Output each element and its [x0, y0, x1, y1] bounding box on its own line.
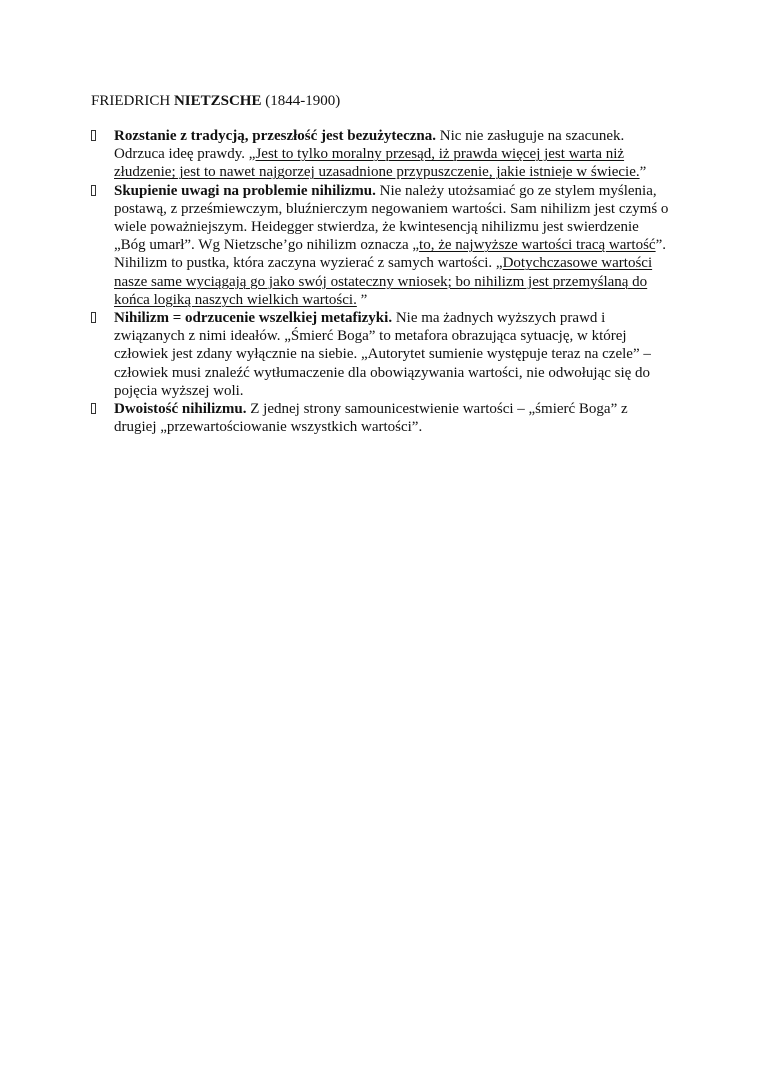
item-text-part: ” [639, 164, 647, 181]
list-item [91, 182, 681, 309]
list-item [91, 309, 681, 400]
item-underlined-quote: Jest to tylko moralny przesąd, iż prawda więcej jest warta niż złudzenie; jest to nawet najgorzej uzasadnione przypuszczenie, jakie istnieje w świecie. [114, 146, 640, 181]
item-text-part: Nie należy utożsamiać go ze stylem myślenia, postawą, z prześmiewczym, bluźnierczym negowaniem wartości. Sam nihilizm jest czymś o wiele poważniejszym. Heidegger stwierdza, że kwintesencją nihilizmu jest swierdzenie „Bóg umarł”. Wg Nietzsche’go nihilizm oznacza „ [114, 182, 669, 254]
item-text-part: ” [356, 291, 368, 308]
item-text-part: Z jednej strony samounicestwienie wartości – „śmierć Boga” z drugiej „przewartościowanie wszystkich wartości”. [114, 401, 628, 436]
bullet-box-icon [91, 312, 96, 323]
bullet-box-icon [91, 185, 96, 196]
item-underlined-quote: to, że najwyższe wartości tracą wartość [419, 237, 656, 254]
list-item-text [114, 309, 669, 400]
list-item-text [114, 182, 669, 309]
item-underlined-quote: Dotychczasowe wartości nasze same wyciągają go jako swój ostateczny wniosek; bo nihilizm jest przemyślaną do końca logiką naszych wielkich wartości. [114, 255, 653, 308]
heading-years: (1844-1900) [261, 93, 341, 109]
item-bold-lead: Skupienie uwagi na problemie nihilizmu. [114, 182, 376, 199]
item-bold-lead: Nihilizm = odrzucenie wszelkiej metafizyki. [114, 310, 393, 327]
item-text-part: Nie ma żadnych wyższych prawd i związanych z nimi ideałów. „Śmierć Boga” to metafora obrazująca sytuację, w której człowiek jest zdany wyłącznie na siebie. „Autorytet sumienie występuje teraz na czele” – człowiek musi znaleźć wytłumaczenie dla obowiązywania wartości, nie odwołując się do pojęcia wyższej woli. [114, 310, 651, 399]
list-item [91, 400, 681, 436]
bullet-box-icon [91, 130, 96, 141]
list-item-text [114, 127, 669, 182]
list-item-text [114, 400, 669, 436]
list-item [91, 127, 681, 182]
bullet-box-icon [91, 403, 96, 414]
item-text-part: Nic nie zasługuje na szacunek. Odrzuca ideę prawdy. „ [114, 128, 625, 163]
heading-name: NIETZSCHE [173, 93, 262, 109]
item-bold-lead: Dwoistość nihilizmu. [114, 401, 247, 418]
item-text-part: ”. Nihilizm to pustka, która zaczyna wyzierać z samych wartości. „ [114, 237, 667, 272]
bullet-list [91, 127, 681, 436]
item-bold-lead: Rozstanie z tradycją, przeszłość jest bezużyteczna. [114, 128, 436, 144]
heading-prefix: FRIEDRICH [91, 93, 174, 109]
document-heading [91, 92, 340, 110]
